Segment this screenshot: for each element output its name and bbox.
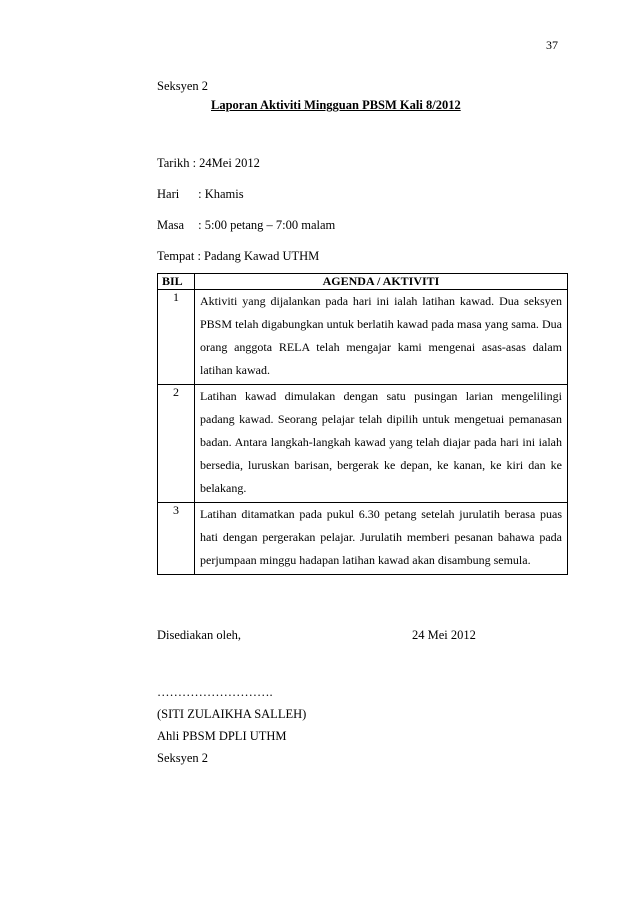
- day-row: [157, 187, 244, 202]
- row-number: 3: [158, 503, 195, 575]
- time-label: Masa: [157, 218, 185, 232]
- prepared-by-label: Disediakan oleh,: [157, 628, 242, 642]
- row-number: 2: [158, 385, 195, 503]
- signature-line: ……………………….: [157, 685, 273, 699]
- header-agenda: AGENDA / AKTIVITI: [195, 274, 568, 290]
- agenda-table: [157, 273, 568, 575]
- table-header-row: [158, 274, 568, 290]
- place-row: [157, 249, 319, 264]
- place-label: Tempat: [157, 249, 195, 263]
- date-label: Tarikh: [157, 156, 190, 170]
- date-value: : 24Mei 2012: [192, 156, 260, 170]
- table-row: [158, 290, 568, 385]
- day-value: : Khamis: [198, 187, 244, 201]
- row-activity-text: Latihan ditamatkan pada pukul 6.30 petang setelah jurulatih berasa puas hati dengan pergerakan pelajar. Jurulatih memberi pesanan bahawa pada perjumpaan minggu hadapan latihan kawad akan disambung semula.: [195, 503, 568, 575]
- row-number: 1: [158, 290, 195, 385]
- time-value: : 5:00 petang – 7:00 malam: [198, 218, 336, 232]
- row-activity-text: Aktiviti yang dijalankan pada hari ini ialah latihan kawad. Dua seksyen PBSM telah digabungkan untuk berlatih kawad pada masa yang sama. Dua orang anggota RELA telah mengajar kami mengenai asas-asas dalam latihan kawad.: [195, 290, 568, 385]
- header-bil: BIL: [158, 274, 195, 290]
- section-heading: Seksyen 2: [157, 79, 209, 93]
- date-row: [157, 156, 260, 171]
- signature-date: 24 Mei 2012: [412, 628, 476, 642]
- page-number: 37: [546, 38, 558, 52]
- signatory-section: Seksyen 2: [157, 751, 209, 765]
- place-value: : Padang Kawad UTHM: [197, 249, 320, 263]
- row-activity-text: Latihan kawad dimulakan dengan satu pusingan larian mengelilingi padang kawad. Seorang pelajar telah dipilih untuk mengetuai pemanasan badan. Antara langkah-langkah kawad yang telah diajar pada hari ini ialah bersedia, luruskan barisan, bergerak ke depan, ke kanan, ke kiri dan ke belakang.: [195, 385, 568, 503]
- time-row: [157, 218, 335, 233]
- signatory-position: Ahli PBSM DPLI UTHM: [157, 729, 287, 743]
- signatory-name: (SITI ZULAIKHA SALLEH): [157, 707, 307, 721]
- table-row: [158, 385, 568, 503]
- day-label: Hari: [157, 187, 180, 201]
- report-title: Laporan Aktiviti Mingguan PBSM Kali 8/2012: [211, 98, 461, 112]
- table-row: [158, 503, 568, 575]
